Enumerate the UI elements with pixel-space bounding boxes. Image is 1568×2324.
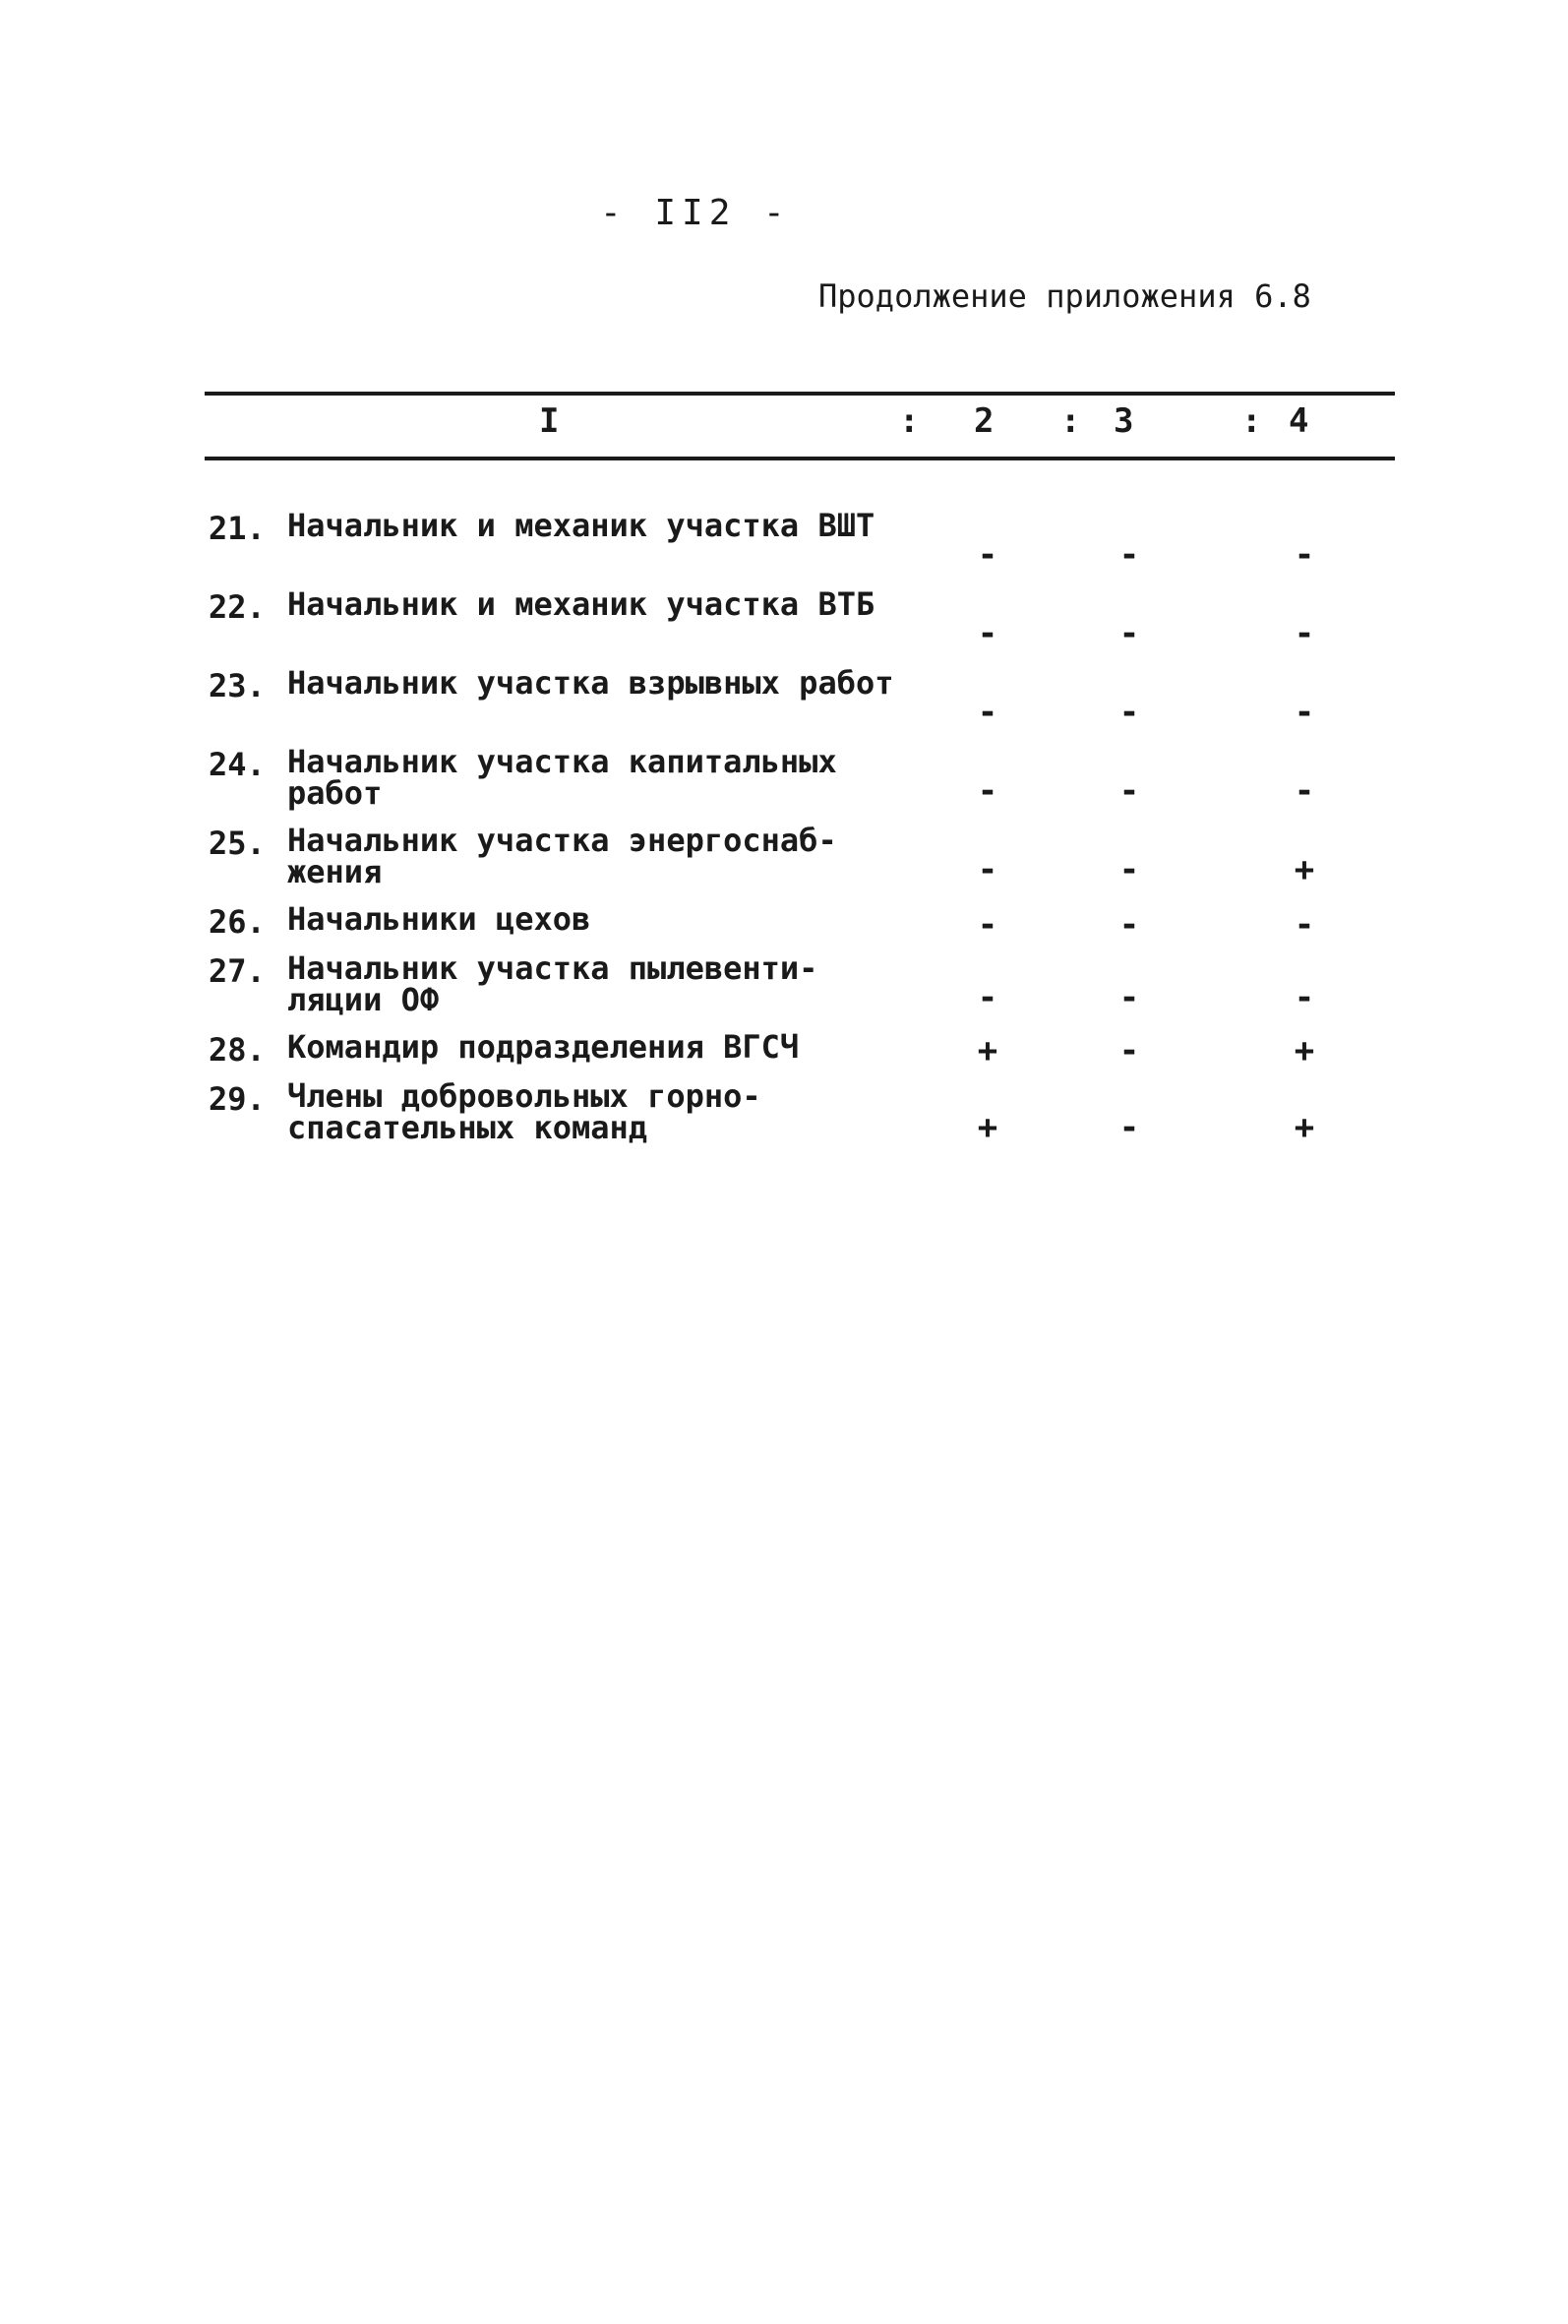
cell-col-4: + — [1294, 850, 1315, 889]
column-header-2: 2 — [974, 401, 995, 441]
table-top-rule — [205, 392, 1395, 396]
cell-col-3: - — [1118, 1108, 1140, 1147]
row-number: 27. — [209, 952, 266, 990]
table-row — [0, 822, 1568, 899]
cell-col-2: - — [977, 978, 998, 1017]
cell-col-4: - — [1294, 614, 1315, 653]
column-separator: : — [1241, 401, 1262, 441]
cell-col-2: - — [977, 905, 998, 945]
table-row — [0, 507, 1568, 584]
row-number: 23. — [209, 667, 266, 704]
table-row — [0, 664, 1568, 742]
row-description: Начальник и механик участка ВШТ — [287, 507, 875, 544]
continuation-heading: Продолжение приложения 6.8 — [818, 277, 1311, 315]
column-header-4: 4 — [1289, 401, 1309, 441]
cell-col-3: - — [1118, 978, 1140, 1017]
cell-col-3: - — [1118, 1031, 1140, 1070]
row-description: Начальник участка пылевенти- ляции ОФ — [287, 949, 818, 1018]
cell-col-2: - — [977, 850, 998, 889]
column-separator: : — [899, 401, 920, 441]
row-description: Начальник участка энергоснаб- жения — [287, 822, 837, 890]
row-number: 22. — [209, 588, 266, 626]
row-description: Начальник и механик участка ВТБ — [287, 585, 875, 623]
cell-col-4: + — [1294, 1031, 1315, 1070]
cell-col-4: + — [1294, 1108, 1315, 1147]
row-description: Начальник участка взрывных работ — [287, 664, 894, 702]
cell-col-2: - — [977, 535, 998, 575]
row-description: Начальники цехов — [287, 900, 591, 938]
cell-col-4: - — [1294, 535, 1315, 575]
row-number: 25. — [209, 825, 266, 862]
cell-col-2: - — [977, 693, 998, 732]
cell-col-2: - — [977, 771, 998, 811]
cell-col-3: - — [1118, 905, 1140, 945]
cell-col-3: - — [1118, 850, 1140, 889]
cell-col-4: - — [1294, 978, 1315, 1017]
table-header-rule — [205, 457, 1395, 460]
row-description: Командир подразделения ВГСЧ — [287, 1028, 800, 1066]
row-number: 26. — [209, 903, 266, 941]
cell-col-4: - — [1294, 905, 1315, 945]
cell-col-4: - — [1294, 771, 1315, 811]
row-number: 21. — [209, 510, 266, 547]
table-row — [0, 585, 1568, 663]
row-number: 28. — [209, 1031, 266, 1069]
cell-col-2: + — [977, 1031, 998, 1070]
cell-col-3: - — [1118, 693, 1140, 732]
table-row — [0, 949, 1568, 1027]
cell-col-3: - — [1118, 771, 1140, 811]
column-separator: : — [1060, 401, 1081, 441]
column-header-3: 3 — [1114, 401, 1134, 441]
row-number: 24. — [209, 746, 266, 783]
table-row — [0, 1077, 1568, 1155]
row-description: Члены добровольных горно- спасательных команд — [287, 1077, 761, 1146]
cell-col-2: + — [977, 1108, 998, 1147]
row-number: 29. — [209, 1080, 266, 1118]
cell-col-3: - — [1118, 614, 1140, 653]
cell-col-4: - — [1294, 693, 1315, 732]
cell-col-3: - — [1118, 535, 1140, 575]
cell-col-2: - — [977, 614, 998, 653]
row-description: Начальник участка капитальных работ — [287, 743, 837, 812]
column-header-1: I — [539, 401, 560, 441]
table-row — [0, 743, 1568, 821]
page-number: - II2 - — [600, 193, 791, 233]
